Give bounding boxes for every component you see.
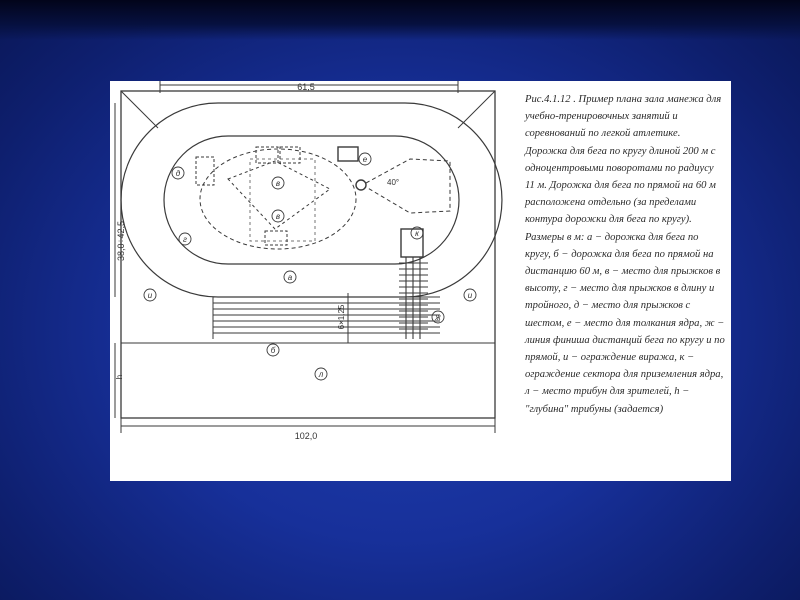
shot-put-sector-box bbox=[401, 229, 423, 257]
pole-vault-pit bbox=[196, 157, 214, 185]
shot-put-box bbox=[338, 147, 358, 161]
label-sector-fence: к bbox=[415, 229, 419, 238]
label-pole-vault: д bbox=[175, 169, 181, 178]
shot-put-sector bbox=[366, 159, 450, 213]
top-dimension-value: 61,5 bbox=[297, 82, 315, 92]
label-shot-put: е bbox=[362, 155, 368, 164]
straight-lanes-dimension: 6×1,25 bbox=[337, 304, 346, 330]
track-outer-edge bbox=[121, 103, 502, 297]
hall-outline bbox=[121, 91, 495, 418]
label-curve-fence-right: и bbox=[467, 291, 473, 300]
track-inner-edge bbox=[164, 136, 459, 264]
label-finish-line: ж bbox=[435, 313, 441, 322]
arena-plan-drawing bbox=[110, 81, 520, 481]
label-long-jump: в bbox=[275, 212, 281, 221]
top-dark-band bbox=[0, 0, 800, 40]
figure-caption: Рис.4.1.12 . Пример плана зала манежа для учебно-тренировочных занятий и соревнований по легкой атлетике. Дорожка для бега по кругу длиной 200 м с одноцентровыми поворотами по радиусу 11 м. Дорожка для бега по прямой на 60 м расположена отдельно (за пределами контура дорожки для бега по кругу). Размеры в м: а − дорожка для бега по кругу, б − дорожка для бега по прямой на дистанцию 60 м, в − место для прыжков в высоту, г − место для прыжков в длину и тройного, д − место для прыжков с шестом, е − место для толкания ядра, ж − линия финиша дистанций бега по кругу и по прямой, и − ограждение виража, к − ограждение сектора для приземления ядра, л − место трибун для зрителей, h − "глубина" трибуны (задается) bbox=[525, 94, 725, 415]
bottom-dimension-value: 102,0 bbox=[294, 431, 318, 441]
label-curve-fence-left: и bbox=[147, 291, 153, 300]
jump-pit bbox=[265, 231, 287, 245]
left-dimension-value: 38,0÷42,5 bbox=[116, 221, 126, 261]
slide-card bbox=[110, 81, 731, 481]
sector-angle-label: 40° bbox=[387, 178, 400, 187]
shot-put-circle bbox=[356, 180, 366, 190]
label-high-jump: в bbox=[275, 179, 281, 188]
label-straight-track: б bbox=[270, 346, 276, 355]
label-track-circle: а bbox=[287, 273, 293, 282]
label-stands: л bbox=[318, 370, 324, 379]
label-long-jump-area: г bbox=[183, 235, 187, 244]
high-jump-zone bbox=[200, 149, 356, 249]
corner-diagonal bbox=[121, 91, 158, 128]
stands-depth-label: h bbox=[115, 374, 124, 380]
